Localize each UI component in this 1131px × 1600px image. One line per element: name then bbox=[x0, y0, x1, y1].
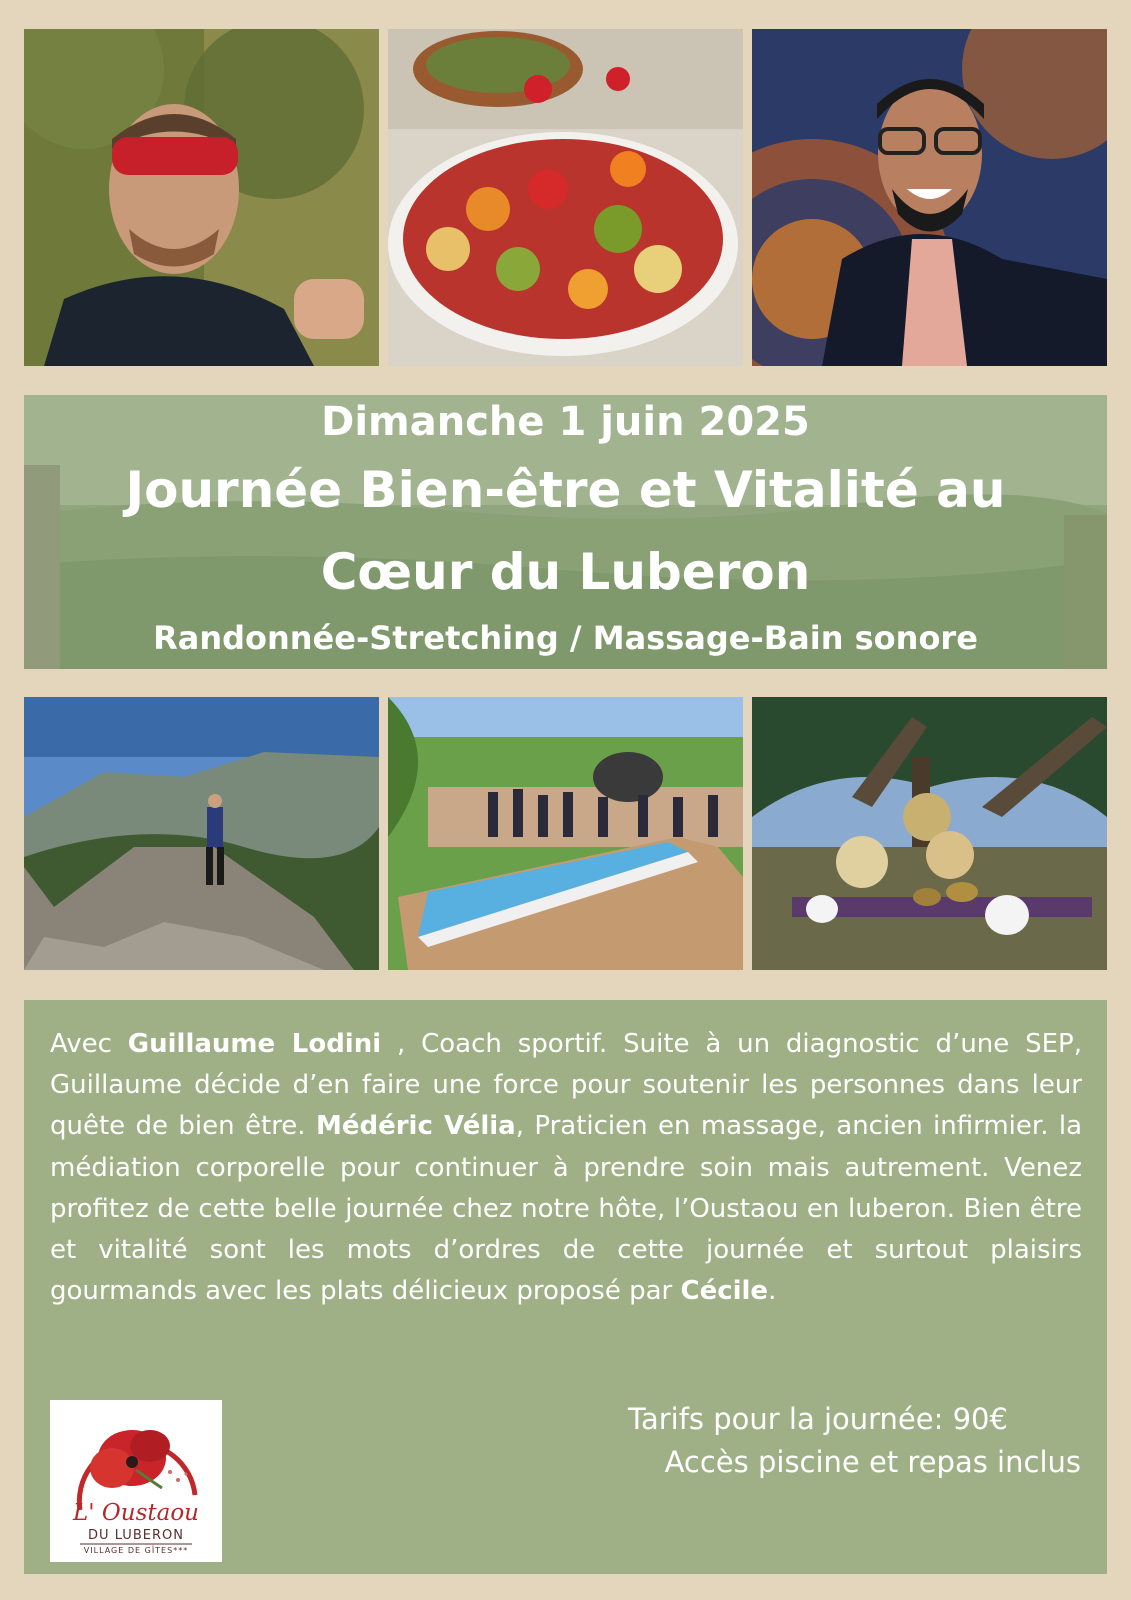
desc-text-1: Avec bbox=[50, 1029, 128, 1059]
desc-text-4: . bbox=[768, 1276, 777, 1307]
event-title-line1: Journée Bien-être et Vitalité au bbox=[125, 461, 1006, 519]
photo-yoga-by-pool bbox=[388, 697, 743, 970]
logo-name: L' Oustaou bbox=[73, 1500, 199, 1526]
photo-hiker-on-rock bbox=[24, 697, 379, 970]
price-line: Tarifs pour la journée: 90€ bbox=[628, 1402, 1008, 1436]
event-subtitle: Randonnée-Stretching / Massage-Bain sonore bbox=[153, 619, 978, 657]
coach-name: Guillaume Lodini bbox=[127, 1029, 382, 1059]
info-panel bbox=[24, 1000, 1107, 1574]
logo-subtitle: DU LUBERON bbox=[88, 1528, 184, 1543]
cook-name: Cécile bbox=[680, 1276, 769, 1307]
event-description bbox=[50, 1024, 1082, 1312]
practitioner-name: Médéric Vélia bbox=[315, 1111, 516, 1142]
event-date: Dimanche 1 juin 2025 bbox=[321, 399, 810, 445]
photo-coach-hiking-selfie bbox=[24, 29, 379, 366]
photo-fruit-platter bbox=[388, 29, 743, 366]
oustaou-logo bbox=[50, 1400, 222, 1562]
title-banner bbox=[24, 395, 1107, 669]
pricing-block bbox=[581, 1398, 1081, 1484]
included-line: Accès piscine et repas inclus bbox=[664, 1445, 1081, 1479]
logo-tagline: VILLAGE DE GÎTES*** bbox=[83, 1546, 189, 1555]
photo-sound-bath-instruments bbox=[752, 697, 1107, 970]
photo-massage-practitioner bbox=[752, 29, 1107, 366]
desc-text-3: , Praticien en massage, ancien infirmier. la médiation corporelle pour continuer à prendre soin mais autrement. Venez profitez de cette belle journée chez notre hôte, l’Oustaou en luberon. Bien être et vitalité sont les mots d’ordres de cette journée et surtout plaisirs gourmands avec les plats délicieux proposé par bbox=[50, 1111, 1083, 1307]
desc-text-2: , Coach sportif. Suite à un diagnostic d’une SEP, Guillaume décide d’en faire une force pour soutenir les personnes dans leur quête de bien être. bbox=[50, 1029, 1082, 1142]
event-title-line2: Cœur du Luberon bbox=[320, 543, 811, 601]
